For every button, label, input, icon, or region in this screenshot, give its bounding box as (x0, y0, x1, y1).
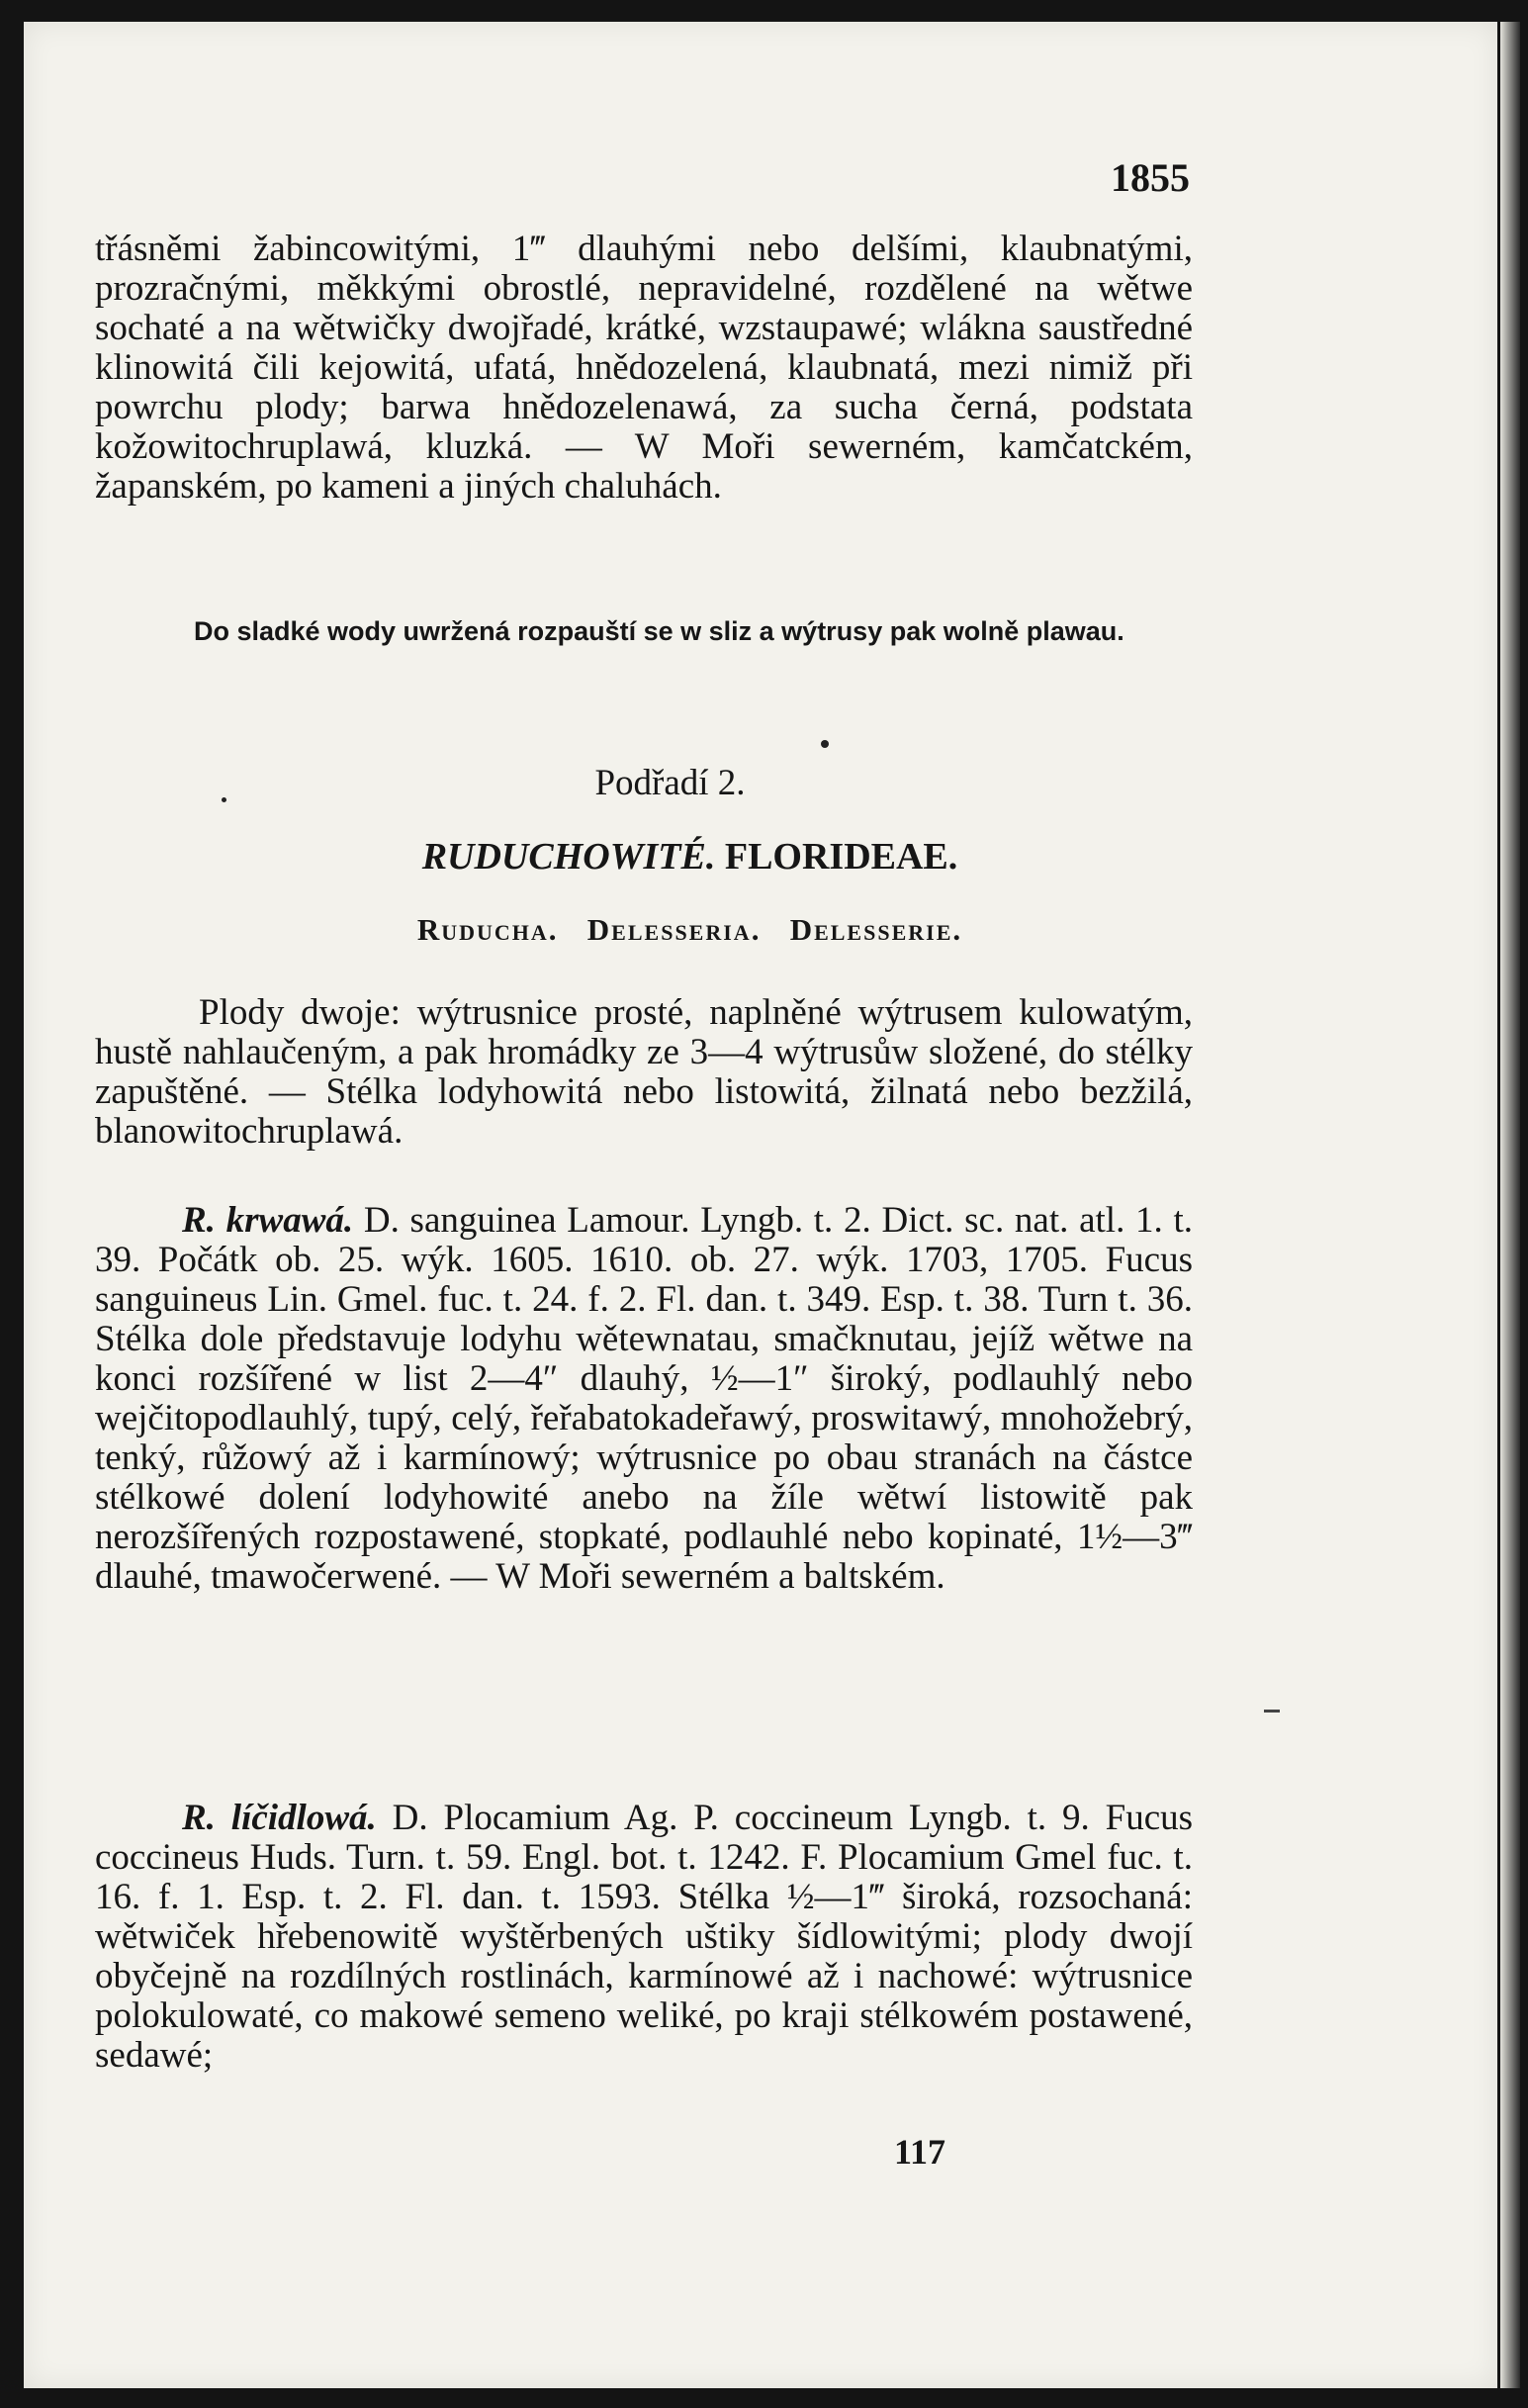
species-entry-2 (95, 1799, 1193, 2076)
species-1-name: R. krwawá. (182, 1200, 354, 1241)
page-edge-shadow (1500, 22, 1520, 2388)
family-description: Plody dwoje: wýtrusnice prosté, naplněné wýtrusem kulowatým, hustě nahlaučeným, a pak hromádky ze 3—4 wýtrusůw složené, do stélky zapuštěné. — Stélka lodyhowitá nebo listowitá, žilnatá nebo bezžilá, blanowitochruplawá. (95, 992, 1193, 1152)
species-1-text: D. sanguinea Lamour. Lyngb. t. 2. Dict. sc. nat. atl. 1. t. 39. Počátk ob. 25. wýk. 1605. 1610. ob. 27. wýk. 1703, 1705. Fucus sanguineus Lin. Gmel. fuc. t. 24. f. 2. Fl. dan. t. 349. Esp. t. 38. Turn t. 36. Stélka dole představuje lodyhu wětewnatau, smačknutau, jejíž wětwe na konci rozšířené w list 2—4″ dlauhý, ½—1″ široký, podlauhlý nebo wejčitopodlauhlý, tupý, celý, řeřabatokadeřawý, proswitawý, mnohožebrý, tenký, růžowý až i karmínowý; wýtrusnice po obau stranách na částce stélkowé dolení lodyhowité anebo na žíle wětwí listowitě pak nerozšířených rozpostawené, stopkaté, podlauhlé nebo kopinaté, 1½—3‴ dlauhé, tmawočerwené. — W Moři sewerném a baltském. (95, 1200, 1194, 1597)
margin-mark (1264, 1710, 1280, 1713)
species-2-name: R. líčidlowá. (182, 1798, 377, 1838)
species-2-text: D. Plocamium Ag. P. coccineum Lyngb. t. 9. Fucus coccineus Huds. Turn. t. 59. Engl. bot. t. 1242. F. Plocamium Gmel fuc. t. 16. f. 1. Esp. t. 2. Fl. dan. t. 1593. Stélka ½—1‴ široká, rozsochaná: wětwiček hřebenowitě wyštěrbených uštiky šídlowitými; plody dwojí obyčejně na rozdílných rostlinách, karmínowé až i nachowé: wýtrusnice polokulowaté, co makowé semeno weliké, po kraji stélkowém postawené, sedawé; (95, 1798, 1194, 2076)
page-number: 1855 (1111, 155, 1190, 200)
family-heading: Ruducha. Delesseria. Delesserie. (416, 912, 963, 947)
footnote-remark: Do sladké wody uwržená rozpauští se w sliz a wýtrusy pak wolně plawau. (194, 616, 1124, 646)
group-name-latin: FLORIDEAE. (724, 836, 958, 878)
suborder-heading: Podřadí 2. (594, 763, 746, 803)
paragraph-continuation: třásněmi žabincowitými, 1‴ dlauhými nebo delšími, klaubnatými, prozračnými, měkkými obrostlé, nepravidelné, rozdělené na wětwe sochaté a na wětwičky dwojřadé, krátké, wzstaupawé; wlákna saustředné klinowitá čili kejowitá, ufatá, hnědozelená, klaubnatá, mezi nimiž při powrchu plody; barwa hnědozelenawá, za sucha černá, podstata kožowitochruplawá, kluzká. — W Moři sewerném, kamčatckém, žapanském, po kameni a jiných chaluhách. (95, 229, 1193, 507)
group-name-czech: RUDUCHOWITÉ. (421, 836, 716, 878)
group-heading (0, 835, 1454, 879)
signature-mark: 117 (894, 2132, 946, 2172)
stray-mark-dot (821, 740, 829, 748)
species-entry-1 (95, 1201, 1193, 1597)
